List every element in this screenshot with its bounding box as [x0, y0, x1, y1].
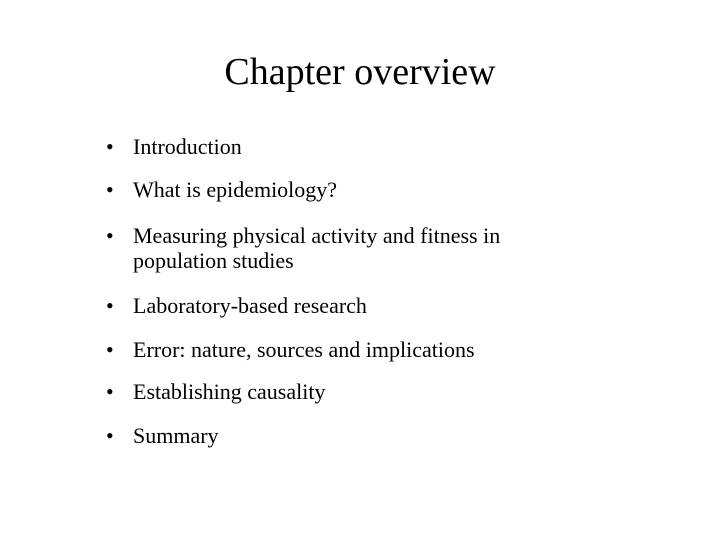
bullet-icon: •: [106, 423, 114, 448]
list-item: • Measuring physical activity and fitness in population studies: [106, 223, 501, 273]
slide-title: Chapter overview: [224, 51, 496, 93]
list-item: • Introduction: [106, 134, 242, 159]
bullet-icon: •: [106, 223, 114, 248]
bullet-icon: •: [106, 379, 114, 404]
list-item: • What is epidemiology?: [106, 177, 338, 202]
bullet-icon: •: [106, 337, 114, 362]
list-item: • Laboratory-based research: [106, 293, 367, 318]
bullet-icon: •: [106, 293, 114, 318]
list-item: • Error: nature, sources and implications: [106, 337, 475, 362]
bullet-icon: •: [106, 177, 114, 202]
list-item: • Establishing causality: [106, 379, 326, 404]
list-item: • Summary: [106, 423, 219, 448]
bullet-icon: •: [106, 134, 114, 159]
